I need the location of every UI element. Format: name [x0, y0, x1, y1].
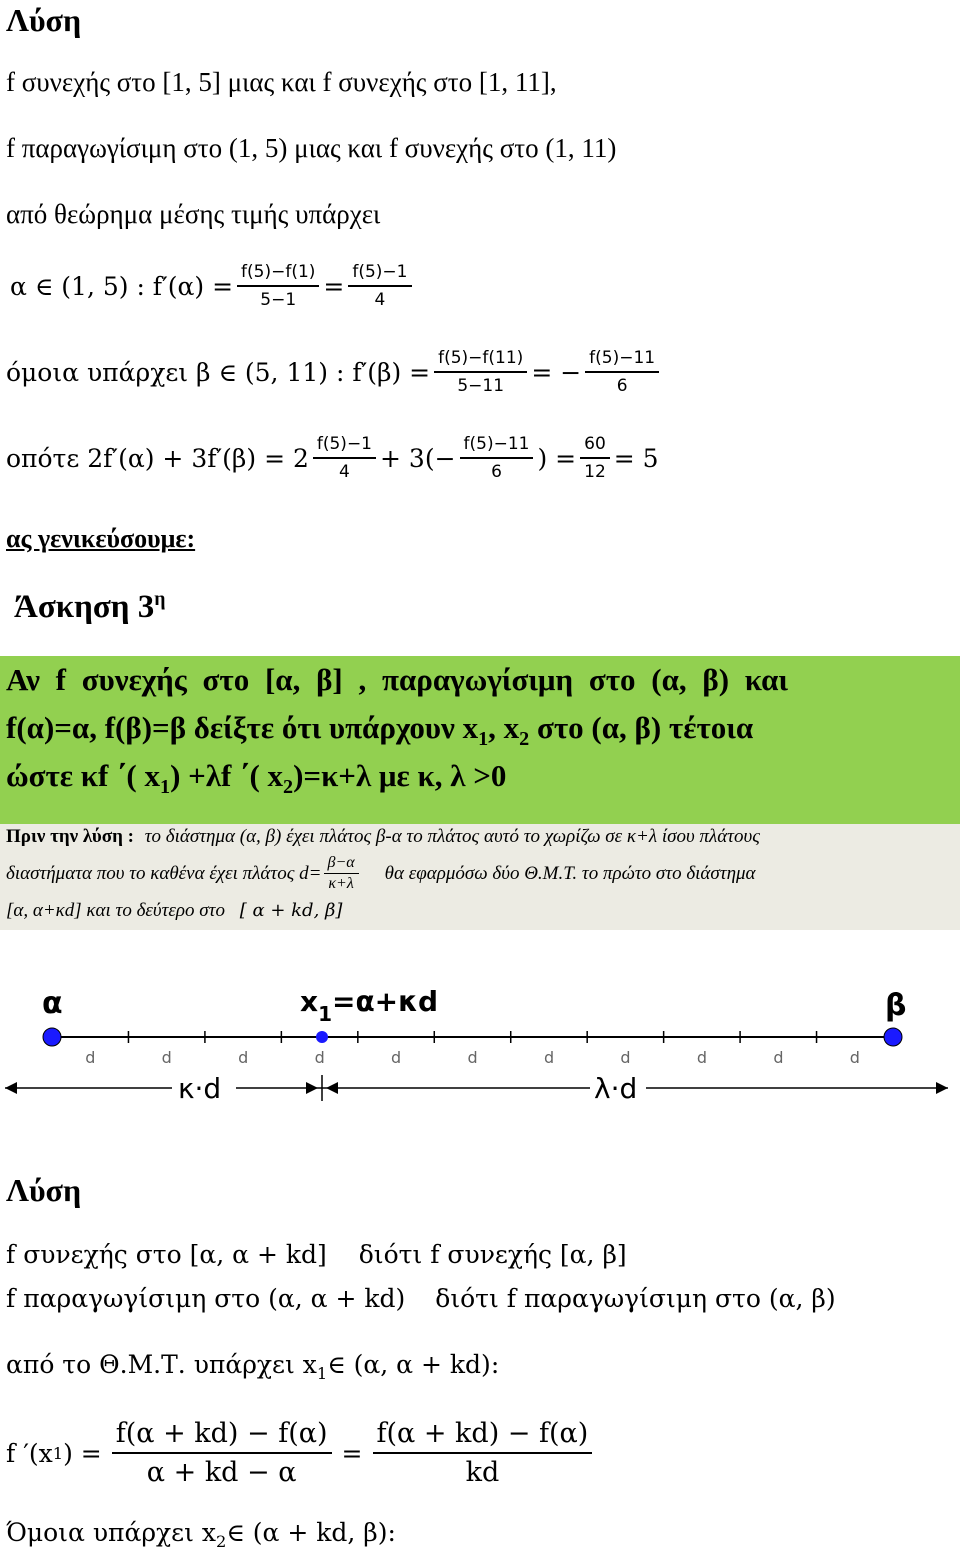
arrow-right-icon — [936, 1082, 948, 1094]
problem-line-1: Αν f συνεχής στο [α, β] , παραγωγίσιμη στο (α, β) και — [6, 662, 789, 697]
exercise-title: Άσκηση $3^\eta$ — [14, 588, 166, 625]
d-label: d — [238, 1048, 249, 1067]
equation-1: α ∈ (1, 5) : f′(α) = $\frac{f(5)-f(1)}{5-1}$ = $\frac{f(5)-1}{4}$ — [10, 262, 416, 310]
number-line-diagram — [0, 975, 960, 1115]
hint-label: Πριν την λύση : — [6, 826, 134, 847]
solution-title-2: Λύση — [6, 1172, 82, 1208]
d-label: d — [161, 1048, 172, 1067]
d-label: d — [696, 1048, 708, 1067]
eq-lhs: α ∈ (1, 5) : f′(α) = — [10, 271, 234, 301]
d-labels — [85, 1048, 860, 1067]
fraction: $\frac{\beta-\alpha}{\kappa+\lambda}$ — [324, 854, 359, 893]
fraction: $\frac{f(5)-1}{4}$ — [348, 262, 411, 310]
text-line: από θεώρημα μέσης τιμής υπάρχει — [6, 199, 381, 229]
point-alpha — [43, 1028, 61, 1046]
derivative-equation: f ′(x 1 ) = $\frac{f(\alpha + kd) - f(\alpha)}{\alpha + kd - \alpha}$ = $\frac{f(\alpha + kd) - f(\alpha)}{kd}$ — [6, 1418, 596, 1488]
solution-title: Λύση — [6, 2, 82, 38]
fraction: $\frac{f(\alpha + kd) - f(\alpha)}{\alpha + kd - \alpha}$ — [112, 1418, 332, 1488]
arrow-mid2-icon — [326, 1082, 338, 1094]
d-label: d — [467, 1048, 478, 1067]
solution-line-4: Όμοια υπάρχει $x_2\in$ (α + kd, β): — [6, 1518, 396, 1551]
fraction: $\frac{f(5)-1}{4}$ — [313, 434, 376, 482]
solution-line-1: f συνεχής στο [α, α + kd] διότι f συνεχής [α, β] — [6, 1240, 627, 1269]
equation-3: οπότε 2f′(α) + 3f′(β) = 2 $\frac{f(5)-1}{4}$ + 3(− $\frac{f(5)-11}{6}$ ) = $\frac{60}{12}$ = 5 — [6, 434, 659, 482]
problem-box — [0, 656, 960, 824]
fraction: $\frac{f(5)-11}{6}$ — [585, 348, 659, 396]
alpha-label: α — [42, 986, 63, 1021]
ld-label: λ·d — [594, 1072, 638, 1105]
arrow-mid-icon — [306, 1082, 318, 1094]
d-label: d — [391, 1048, 402, 1067]
fraction: $\frac{f(5)-f(1)}{5-1}$ — [237, 262, 319, 310]
hint-line-2: διαστήματα που το καθένα έχει πλάτος d= $\frac{\beta-\alpha}{\kappa+\lambda}$ θα εφαρμόσω δύο Θ.Μ.Τ. το πρώτο στο διάστημα — [6, 854, 756, 892]
d-label: d — [314, 1048, 325, 1067]
hint-line-1: Πριν την λύση : το διάστημα (α, β) έχει πλάτος β-α το πλάτος αυτό το χωρίζω σε κ+λ ίσου πλάτους — [6, 826, 760, 847]
text-line: f συνεχής στο [1, 5] μιας και f συνεχής στο [1, 11], — [6, 67, 557, 97]
arrow-left-icon — [5, 1082, 17, 1094]
problem-line-2: f(α)=α, f(β)=β δείξτε ότι υπάρχουν $x_1$, $x_2$ στο (α, β) τέτοια — [6, 710, 754, 751]
fraction: $\frac{60}{12}$ — [580, 434, 610, 482]
fraction: $\frac{f(5)-11}{6}$ — [460, 434, 534, 482]
d-label: d — [849, 1048, 860, 1067]
hint-line-3: [α, α+κd] και το δεύτερο στο [ α + kd, β] — [6, 900, 343, 921]
x1-label: $x_1=\alpha+\kappa d$ — [300, 985, 439, 1026]
fraction: $\frac{f(\alpha + kd) - f(\alpha)}{kd}$ — [373, 1418, 593, 1488]
kd-label: κ·d — [178, 1072, 222, 1105]
d-label: d — [773, 1048, 784, 1067]
generalize-heading: ας γενικεύσουμε: — [6, 524, 196, 553]
beta-label: β — [885, 988, 907, 1023]
problem-line-3: ώστε κf ΄( $x_1) +\lambda f$ ΄( $x_2)=\kappa+\lambda$ με κ, λ >0 — [6, 758, 507, 799]
d-label: d — [543, 1048, 555, 1067]
d-label: d — [85, 1048, 96, 1067]
fraction: $\frac{f(5)-f(11)}{5-11}$ — [434, 348, 527, 396]
point-x1 — [316, 1031, 328, 1043]
equation-2: όμοια υπάρχει β ∈ (5, 11) : f′(β) = $\frac{f(5)-f(11)}{5-11}$ = − $\frac{f(5)-11}{6}$ — [6, 348, 663, 396]
d-label: d — [620, 1048, 631, 1067]
eq-lhs: όμοια υπάρχει β ∈ (5, 11) : f′(β) = — [6, 357, 431, 387]
solution-line-2: f παραγωγίσιμη στο (α, α + kd) διότι f παραγωγίσιμη στο (α, β) — [6, 1284, 836, 1313]
solution-line-3: από το Θ.Μ.Τ. υπάρχει $x_1\in$ (α, α + kd): — [6, 1350, 500, 1383]
hint-box — [0, 824, 960, 930]
text-line: f παραγωγίσιμη στο (1, 5) μιας και f συνεχής στο (1, 11) — [6, 133, 617, 163]
point-beta — [884, 1028, 902, 1046]
